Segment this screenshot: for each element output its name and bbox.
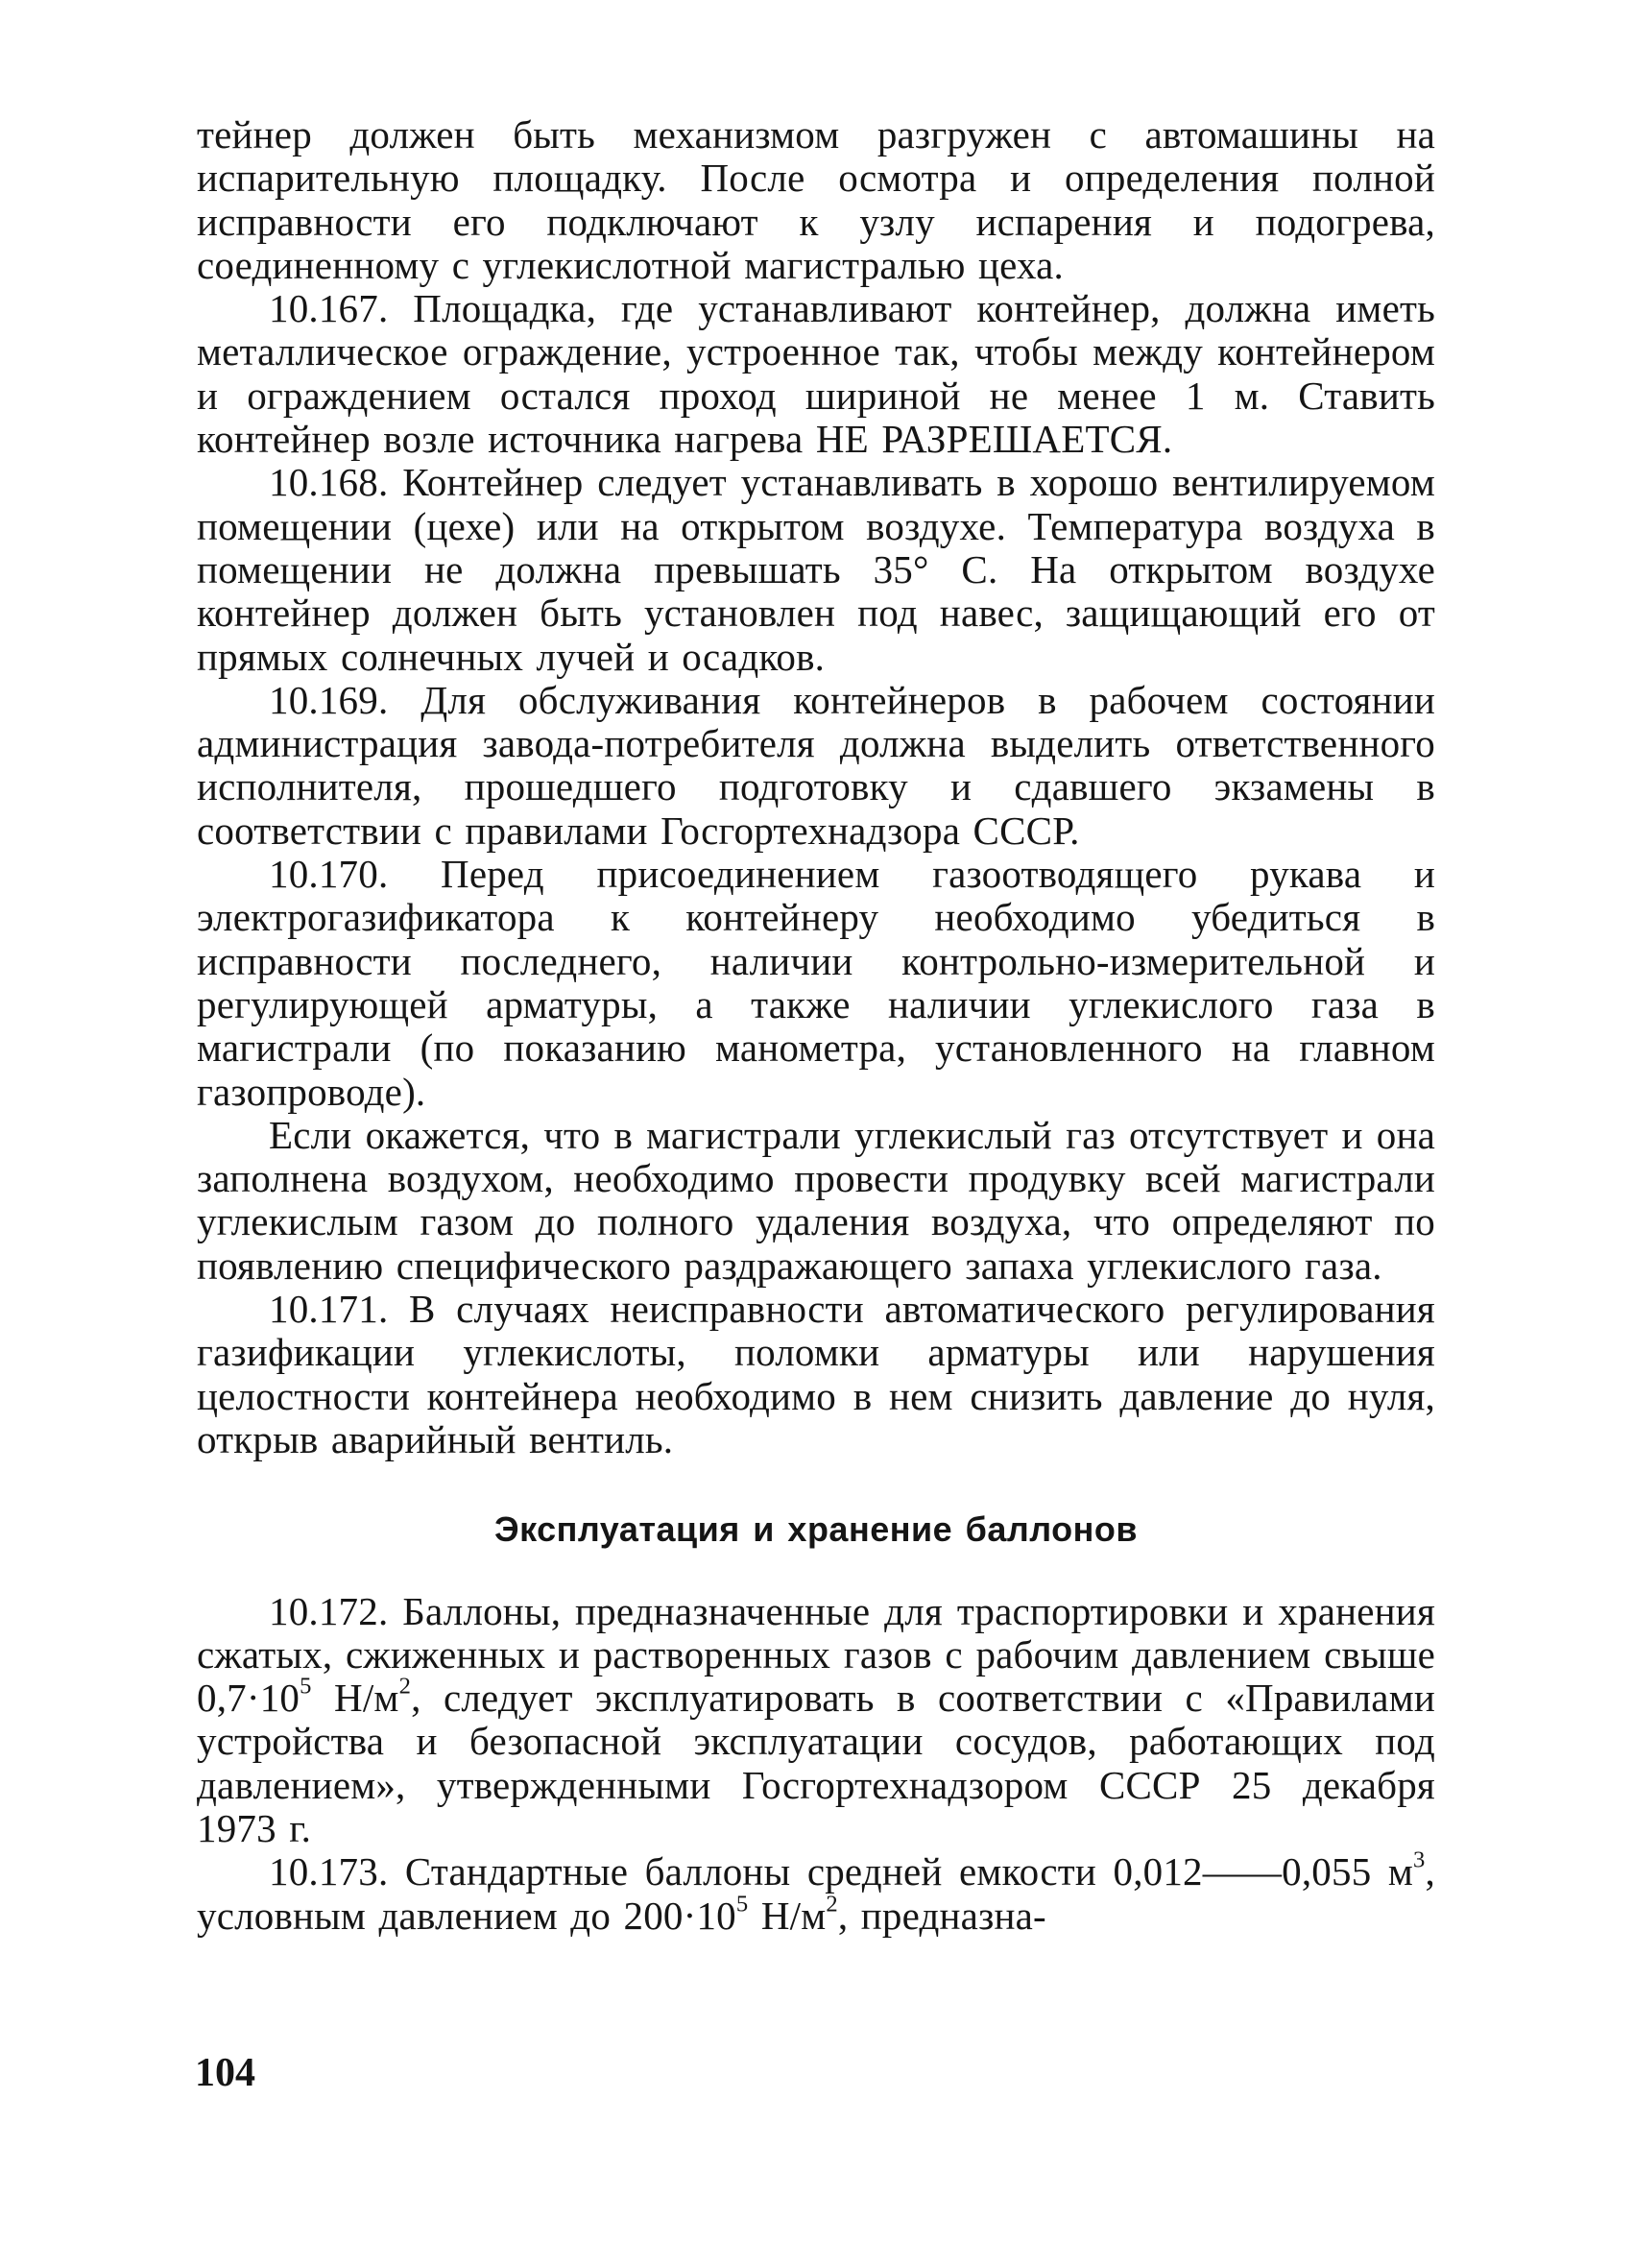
paragraph-10-171: 10.171. В случаях неисправности автоматического регулирования газификации углекислоты, поломки арматуры или нарушения целостности контейнера необходимо в нем снизить давление до нуля, открыв аварийный вентиль. (197, 1287, 1435, 1461)
paragraph-10-168: 10.168. Контейнер следует устанавливать в хорошо вентилируемом помещении (цехе) или на открытом воздухе. Температура воздуха в помещении не должна превышать 35° С. На открытом воздухе контейнер должен быть установлен под навес, защищающий его от прямых солнечных лучей и осадков. (197, 460, 1435, 679)
power-exponent: 5 (300, 1673, 312, 1700)
unit-exponent: 2 (398, 1673, 412, 1700)
paragraph-10-170: 10.170. Перед присоединением газоотводящего рукава и электрогазификатора к контейнеру необходимо убедиться в исправности последнего, наличии контрольно-измерительной и регулирующей арматуры, а также наличии углекислого газа в магистрали (по показанию манометра, установленного на главном газопроводе). (197, 852, 1435, 1114)
paragraph-10-173 (197, 1846, 1435, 1938)
volume-exponent: 3 (1413, 1846, 1426, 1873)
paragraph-10-173-part-2: , условным давлением до 200·10 (197, 1849, 1435, 1938)
paragraph-10-172-text-end: , следует эксплуатировать в соответствии с «Правилами устройства и безопасной эксплуатации сосудов, работающих под давлением», утвержденными Госгортехнадзором СССР 25 декабря 1973 г. (197, 1676, 1435, 1850)
paragraph-10-173-part-3: Н/м (748, 1893, 827, 1938)
paragraph-10-167: 10.167. Площадка, где устанавливают контейнер, должна иметь металлическое ограждение, устроенное так, чтобы между контейнером и ограждением остался проход шириной не менее 1 м. Ставить контейнер возле источника нагрева НЕ РАЗРЕШАЕТСЯ. (197, 286, 1435, 462)
paragraph-10-172-text-start: 10.172. Баллоны, предназначенные для траспортировки и хранения сжатых, сжиженных и растворенных газов с рабочим давлением свыше 0,7·10 (197, 1588, 1435, 1721)
page-number: 104 (195, 2051, 255, 2095)
paragraph-10-173-part-1: 10.173. Стандартные баллоны средней емкости 0,012——0,055 м (269, 1849, 1414, 1894)
paragraph-continuation: тейнер должен быть механизмом разгружен с автомашины на испарительную площадку. После осмотра и определения полной исправности его подключают к узлу испарения и подогрева, соединенному с углекислотной магистралью цеха. (197, 112, 1435, 287)
paragraph-10-172 (197, 1590, 1435, 1851)
paragraph-10-173-part-4: , предназна- (837, 1893, 1046, 1938)
power-exponent: 5 (735, 1891, 749, 1918)
paragraph-10-169: 10.169. Для обслуживания контейнеров в рабочем состоянии администрация завода-потребителя должна выделить ответственного исполнителя, прошедшего подготовку и сдавшего экзамены в соответствии с правилами Госгортехнадзора СССР. (197, 677, 1435, 853)
page-body-text (197, 113, 1435, 1938)
unit-text: Н/м (311, 1676, 399, 1721)
unit-exponent: 2 (826, 1891, 838, 1918)
paragraph-10-170-continued: Если окажется, что в магистрали углекислый газ отсутствует и она заполнена воздухом, необходимо провести продувку всей магистрали углекислым газом до полного удаления воздуха, что определяют по появлению специфического раздражающего запаха углекислого газа. (197, 1112, 1435, 1288)
section-heading: Эксплуатация и хранение баллонов (493, 1509, 1138, 1550)
